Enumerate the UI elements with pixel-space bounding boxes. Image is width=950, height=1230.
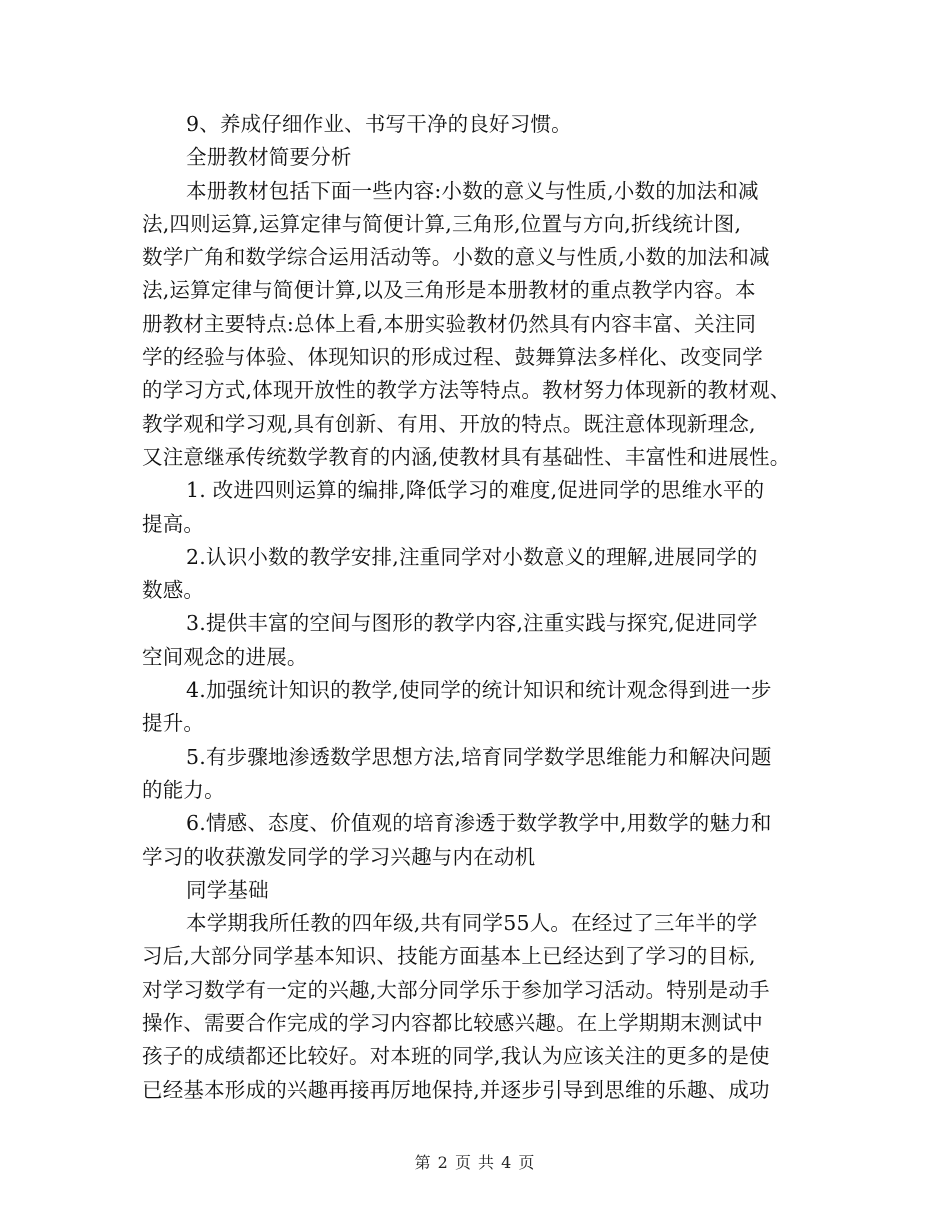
section-heading-textbook-analysis: 全册教材简要分析 <box>186 145 352 170</box>
page-number-footer: 第 2 页 共 4 页 <box>414 1153 536 1172</box>
list-item-6-continuation: 学习的收获激发同学的学习兴趣与内在动机 <box>142 844 536 869</box>
paragraph-line-habit-9: 9、养成仔细作业、书写干净的良好习惯。 <box>186 112 572 136</box>
list-item-3-continuation: 空间观念的进展。 <box>142 644 308 669</box>
paragraph-line: 本册教材包括下面一些内容:小数的意义与性质,小数的加法和减 <box>186 178 759 203</box>
list-item-4: 4.加强统计知识的教学,使同学的统计知识和统计观念得到进一步 <box>186 678 772 703</box>
list-item-2: 2.认识小数的教学安排,注重同学对小数意义的理解,进展同学的 <box>186 544 758 569</box>
paragraph-line: 册教材主要特点:总体上看,本册实验教材仍然具有内容丰富、关注同 <box>142 311 757 336</box>
list-item-1-continuation: 提高。 <box>142 511 205 536</box>
section-heading-student-basis: 同学基础 <box>186 877 269 902</box>
paragraph-line: 教学观和学习观,具有创新、有用、开放的特点。既注意体现新理念, <box>142 411 756 436</box>
paragraph-line: 习后,大部分同学基本知识、技能方面基本上已经达到了学习的目标, <box>142 944 756 969</box>
paragraph-line: 又注意继承传统数学教育的内涵,使教材具有基础性、丰富性和进展性。 <box>142 444 791 469</box>
list-item-5: 5.有步骤地渗透数学思想方法,培育同学数学思维能力和解决问题 <box>186 744 772 769</box>
paragraph-line: 孩子的成绩都还比较好。对本班的同学,我认为应该关注的更多的是使 <box>142 1044 770 1069</box>
list-item-6: 6.情感、态度、价值观的培育渗透于数学教学中,用数学的魅力和 <box>186 811 772 836</box>
paragraph-line: 法,四则运算,运算定律与简便计算,三角形,位置与方向,折线统计图, <box>142 211 742 236</box>
paragraph-line: 已经基本形成的兴趣再接再厉地保持,并逐步引导到思维的乐趣、成功 <box>142 1077 770 1102</box>
list-item-3: 3.提供丰富的空间与图形的教学内容,注重实践与探究,促进同学 <box>186 611 758 636</box>
paragraph-line: 学的经验与体验、体现知识的形成过程、鼓舞算法多样化、改变同学 <box>142 345 763 370</box>
paragraph-line: 的学习方式,体现开放性的教学方法等特点。教材努力体现新的教材观、 <box>142 378 791 403</box>
paragraph-line: 本学期我所任教的四年级,共有同学55人。在经过了三年半的学 <box>186 911 758 936</box>
list-item-1: 1. 改进四则运算的编排,降低学习的难度,促进同学的思维水平的 <box>186 478 765 503</box>
list-item-2-continuation: 数感。 <box>142 578 205 603</box>
list-item-5-continuation: 的能力。 <box>142 777 225 802</box>
document-body <box>142 108 808 1107</box>
paragraph-line: 对学习数学有一定的兴趣,大部分同学乐于参加学习活动。特别是动手 <box>142 977 770 1002</box>
paragraph-line: 操作、需要合作完成的学习内容都比较感兴趣。在上学期期末测试中 <box>142 1011 763 1036</box>
list-item-4-continuation: 提升。 <box>142 711 205 736</box>
paragraph-line: 法,运算定律与简便计算,以及三角形是本册教材的重点教学内容。本 <box>142 278 756 303</box>
paragraph-line: 数学广角和数学综合运用活动等。小数的意义与性质,小数的加法和减 <box>142 245 770 270</box>
